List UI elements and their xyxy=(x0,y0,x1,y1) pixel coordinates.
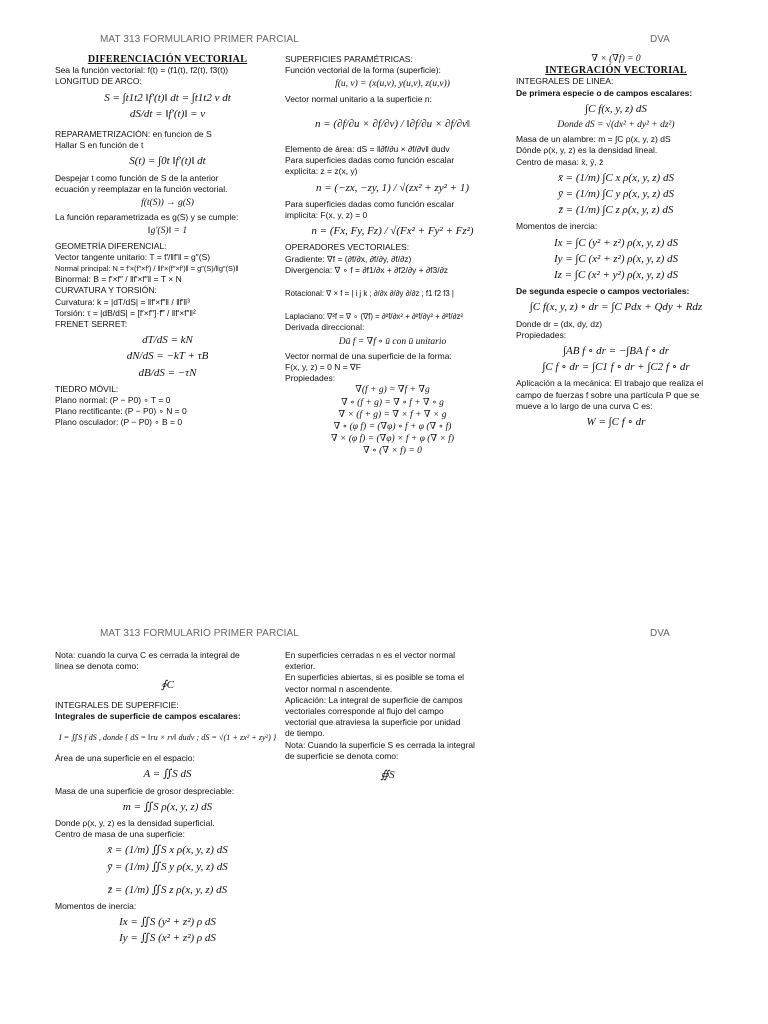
text-line: vectoriales corresponde al flujo del campo xyxy=(285,706,444,717)
subsection-heading: INTEGRALES DE LINEA: xyxy=(516,76,614,87)
formula-orientation-property: ∫AB f ∘ dr = −∫BA f ∘ dr xyxy=(562,345,669,358)
formula-unit-speed: ‖g′(S)‖ = 1 xyxy=(147,226,188,237)
formula-torsion: Torsión: τ = |dB/dS| = [f′×f″]·f‴ / ‖f′×f″‖² xyxy=(55,307,196,318)
formula-divergence: Divergencia: ∇ ∘ f = ∂f1/∂x + ∂f2/∂y + ∂f3/∂z xyxy=(285,264,449,275)
formula-property: ∇ ∘ (∇ × f) = 0 xyxy=(363,446,422,457)
text-line: explicita: z = z(x, y) xyxy=(285,166,358,177)
formula-unit-normal: n = (∂f/∂u × ∂f/∂v) / ‖∂f/∂u × ∂f/∂v‖ xyxy=(314,117,471,130)
subsection-heading-bold: De segunda especie o campos vectoriales: xyxy=(516,286,690,297)
subsection-heading-bold: De primera especie o de campos escalares: xyxy=(516,87,693,98)
formula-directional-derivative: Dū f = ∇f ∘ ū con ū unitario xyxy=(338,336,447,347)
text-line: En superficies cerradas n es el vector normal xyxy=(285,650,456,660)
subsection-heading: GEOMETRÍA DIFERENCIAL: xyxy=(55,240,167,251)
subsection-heading: INTEGRALES DE SUPERFICIE: xyxy=(55,699,179,710)
formula-work: W = ∫C f ∘ dr xyxy=(586,416,646,429)
formula-surface-inertia-y: Iy = ∬S (x² + z²) ρ dS xyxy=(119,932,216,945)
subsection-heading: REPARAMETRIZACIÓN: en funcion de S xyxy=(55,129,212,140)
text-line: vector normal n ascendente. xyxy=(285,683,393,694)
page-header-title: MAT 313 FORMULARIO PRIMER PARCIAL xyxy=(100,628,299,639)
formula-surface-center-x: x̄ = (1/m) ∬S x ρ(x, y, z) dS xyxy=(107,844,228,857)
formula-surface-integral-scalar: I = ∬S f dS , donde { dS = ‖ru × rv‖ dudv ; dS = √(1 + zx² + zy²) } xyxy=(58,733,277,743)
formula-area-element: Elemento de área: dS = ‖∂f/∂u × ∂f/∂v‖ dudv xyxy=(285,144,450,155)
text-line: Donde ρ(x, y, z) es la densidad superficial. xyxy=(55,818,215,829)
text-line: vectorial que atraviesa la superficie por unidad xyxy=(285,717,461,728)
text-line: En superficies abiertas, si es posible se toma el xyxy=(285,672,465,683)
formula-arc-function: S(t) = ∫0t ‖f′(t)‖ dt xyxy=(129,155,206,168)
formula-frenet-t: dT/dS = kN xyxy=(142,334,193,347)
formula-frenet-n: dN/dS = −kT + τB xyxy=(126,350,209,363)
formula-position-differential: Donde dr = (dx, dy, dz) xyxy=(516,318,603,329)
formula-binormal: Binormal: B = f′×f″ / ‖f′×f″‖ = T × N xyxy=(55,274,182,285)
text-line: implicita: F(x, y, z) = 0 xyxy=(285,210,368,221)
formula-laplacian: Laplaciano: ∇²f = ∇ ∘ (∇f) = ∂²f/∂x² + ∂²f/∂y² + ∂²f/∂z² xyxy=(285,312,463,322)
formula-page-2 xyxy=(0,588,768,1024)
formula-additivity-property: ∫C f ∘ dr = ∫C1 f ∘ dr + ∫C2 f ∘ dr xyxy=(542,361,690,374)
formula-inertia-z: Iz = ∫C (x² + y²) ρ(x, y, z) dS xyxy=(553,269,679,282)
text-line: Vector normal de una superficie de la forma: xyxy=(285,350,452,361)
formula-surface-mass: m = ∬S ρ(x, y, z) dS xyxy=(122,800,213,813)
formula-reparam: f(t(S)) → g(S) xyxy=(141,198,194,209)
text-line: mueve a lo largo de una curva C es: xyxy=(516,400,653,411)
text-line: campo de fuerzas f sobre una partícula P que se xyxy=(516,389,700,400)
formula-surface-inertia-x: Ix = ∬S (y² + z²) ρ dS xyxy=(119,916,216,929)
text-line: Aplicación a la mecánica: El trabajo que realiza el xyxy=(516,378,704,389)
formula-surface-function: f(u, v) = (x(u,v), y(u,v), z(u,v)) xyxy=(335,79,450,90)
text-line: Para superficies dadas como función escalar xyxy=(285,155,455,166)
formula-inertia-y: Iy = ∫C (x² + z²) ρ(x, y, z) dS xyxy=(553,252,679,265)
text-line: Nota: cuando la curva C es cerrada la integral de xyxy=(55,650,240,660)
formula-explicit-normal: n = (−zx, −zy, 1) / √(zx² + zy² + 1) xyxy=(315,181,469,194)
text-line: Derivada direccional: xyxy=(285,322,365,333)
subsection-heading: Momentos de inercia: xyxy=(55,901,137,912)
formula-tangent: Vector tangente unitario: T = f′/‖f′‖ = g″(S) xyxy=(55,251,211,262)
subsection-heading: TIEDRO MÓVIL: xyxy=(55,383,119,394)
text-line: Despejar t como función de S de la anterior xyxy=(55,172,219,183)
formula-property: ∇ ∘ (f + g) = ∇ ∘ f + ∇ ∘ g xyxy=(341,397,444,408)
subsection-heading: OPERADORES VECTORIALES: xyxy=(285,242,410,253)
formula-gradient: Gradiente: ∇f = (∂f/∂x, ∂f/∂y, ∂f/∂z) xyxy=(285,253,412,264)
text-line: Centro de masa: x̄, ȳ, z̄ xyxy=(516,156,604,167)
text-line: Sea la función vectorial: f(t) = (f1(t), f2(t), f3(t)) xyxy=(55,65,229,76)
formula-normal-plane: Plano normal: (P − P0) ∘ T = 0 xyxy=(55,395,171,406)
formula-line-integral-vector: ∫C f(x, y, z) ∘ dr = ∫C Pdx + Qdy + Rdz xyxy=(529,301,703,314)
formula-center-z: z̄ = (1/m) ∫C z ρ(x, y, z) dS xyxy=(558,204,674,217)
formula-surface-center-z: z̄ = (1/m) ∬S z ρ(x, y, z) dS xyxy=(107,883,228,896)
formula-property: ∇ × (f + g) = ∇ × f + ∇ × g xyxy=(338,409,447,420)
page-header-initials: DVA xyxy=(650,34,670,45)
text-line: de superficie se denota como: xyxy=(285,750,399,761)
formula-property: ∇ ∘ (φ f) = (∇φ) ∘ f + φ (∇ ∘ f) xyxy=(333,422,452,433)
formula-implicit-normal: n = (Fx, Fy, Fz) / √(Fx² + Fy² + Fz²) xyxy=(311,225,474,238)
text-line: Función vectorial de la forma (superficie): xyxy=(285,65,441,76)
subsection-heading: Propiedades: xyxy=(285,373,336,384)
formula-property: ∇ × (φ f) = (∇φ) × f + φ (∇ × f) xyxy=(330,434,455,445)
subsection-heading: Momentos de inercia: xyxy=(516,221,598,232)
column-surface-notes xyxy=(285,650,490,789)
subsection-heading: LONGITUD DE ARCO: xyxy=(55,76,142,87)
subsection-heading: FRENET SERRET: xyxy=(55,319,128,330)
column-parametric-surfaces xyxy=(285,54,500,459)
formula-center-y: ȳ = (1/m) ∫C y ρ(x, y, z) dS xyxy=(558,188,674,201)
formula-normal: Normal principal: N = f′×(f″×f′) / ‖f′×(f″×f′)‖ = g″(S)/‖g″(S)‖ xyxy=(55,264,239,274)
formula-osculating-plane: Plano osculador: (P − P0) ∘ B = 0 xyxy=(55,417,183,428)
column-vector-differentiation xyxy=(55,54,280,429)
formula-speed: dS/dt = ‖f′(t)‖ = v xyxy=(129,107,206,120)
formula-inertia-x: Ix = ∫C (y² + z²) ρ(x, y, z) dS xyxy=(553,236,679,249)
formula-closed-line-integral: ∮C xyxy=(160,679,175,692)
text-line: ecuación y reemplazar en la función vectorial. xyxy=(55,183,228,194)
text-line: Aplicación: La integral de superficie de campos xyxy=(285,694,463,705)
text-line: Masa de una superficie de grosor despreciable: xyxy=(55,785,235,796)
formula-center-x: x̄ = (1/m) ∫C x ρ(x, y, z) dS xyxy=(558,171,674,184)
page-header-title: MAT 313 FORMULARIO PRIMER PARCIAL xyxy=(100,34,299,45)
text-line: exterior. xyxy=(285,661,316,672)
formula-curl-of-gradient: ∇ × (∇f) = 0 xyxy=(591,54,641,64)
formula-frenet-b: dB/dS = −τN xyxy=(138,366,197,379)
text-line: línea se denota como: xyxy=(55,661,139,672)
formula-surface-center-y: ȳ = (1/m) ∬S y ρ(x, y, z) dS xyxy=(107,860,228,873)
formula-page-1 xyxy=(0,0,768,500)
formula-rectifying-plane: Plano rectificante: (P − P0) ∘ N = 0 xyxy=(55,406,187,417)
formula-curvature: Curvatura: k = |dT/dS| = ‖f′×f″‖ / ‖f′‖³ xyxy=(55,296,190,307)
formula-surface-area: A = ∬S dS xyxy=(143,768,192,781)
formula-property: ∇(f + g) = ∇f + ∇g xyxy=(355,385,430,396)
formula-line-integral-scalar: ∫C f(x, y, z) dS xyxy=(585,102,647,115)
subsection-heading-bold: Integrales de superficie de campos escalares: xyxy=(55,710,241,721)
text-line: La función reparametrizada es g(S) y se cumple: xyxy=(55,212,239,223)
text-line: Para superficies dadas como función escalar xyxy=(285,198,455,209)
formula-curl: Rotacional: ∇ × f = | i j k ; ∂/∂x ∂/∂y ∂/∂z ; f1 f2 f3 | xyxy=(285,289,454,299)
text-line: Centro de masa de una superficie: xyxy=(55,829,185,840)
column-vector-integration xyxy=(516,54,716,433)
subsection-heading: SUPERFICIES PARAMÉTRICAS: xyxy=(285,54,413,64)
text-line: Nota: Cuando la superficie S es cerrada la integral xyxy=(285,739,475,750)
section-title: INTEGRACIÓN VECTORIAL xyxy=(545,65,687,77)
text-line: Área de una superficie en el espacio: xyxy=(55,753,195,764)
formula-surface-normal: F(x, y, z) = 0 N = ∇F xyxy=(285,362,361,373)
text-line: Vector normal unitario a la superficie n: xyxy=(285,93,432,104)
formula-arc-length: S = ∫t1t2 ‖f′(t)‖ dt = ∫t1t2 v dt xyxy=(104,91,231,104)
formula-wire-mass: Masa de un alambre: m = ∫C ρ(x, y, z) dS xyxy=(516,134,671,145)
text-line: Propiedades: xyxy=(516,329,567,340)
section-title: DIFERENCIACIÓN VECTORIAL xyxy=(87,54,248,65)
text-line: de tiempo. xyxy=(285,728,325,739)
subsection-heading: CURVATURA Y TORSIÓN: xyxy=(55,285,157,296)
text-line: Hallar S en función de t xyxy=(55,140,144,151)
page-header-initials: DVA xyxy=(650,628,670,639)
formula-closed-surface-integral: ∯S xyxy=(380,769,395,782)
formula-arc-element: Donde dS = √(dx² + dy² + dz²) xyxy=(557,120,675,131)
text-line: Dónde ρ(x, y, z) es la densidad lineal. xyxy=(516,145,658,156)
column-surface-integrals xyxy=(55,650,280,950)
